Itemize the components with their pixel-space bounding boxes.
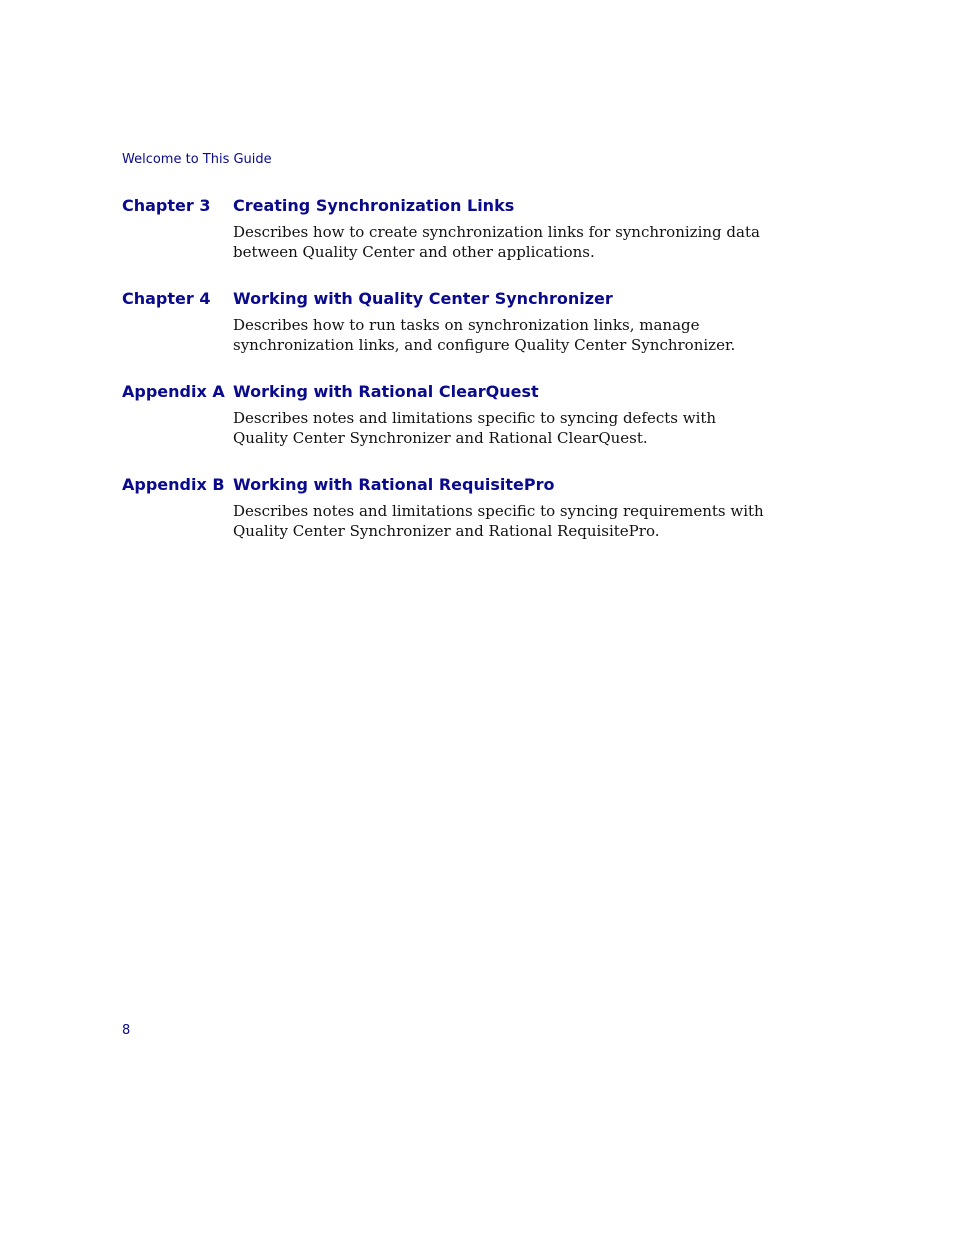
running-header: Welcome to This Guide (122, 152, 272, 167)
page-number: 8 (122, 1023, 131, 1038)
chapter-entry (122, 195, 762, 288)
chapter-entry (122, 474, 762, 567)
appendix-title-link[interactable]: Working with Rational ClearQuest (233, 382, 539, 401)
appendix-description (233, 408, 753, 448)
chapter-description (233, 315, 753, 355)
chapter-title-link[interactable]: Creating Synchronization Links (233, 196, 515, 215)
description-line: Describes how to run tasks on synchronization links, manage (233, 316, 700, 334)
chapter-title-link[interactable]: Working with Quality Center Synchronizer (233, 289, 613, 308)
chapter-label: Chapter 4 (122, 289, 211, 308)
chapter-description (233, 222, 760, 262)
chapter-label: Chapter 3 (122, 196, 211, 215)
chapter-list (122, 195, 762, 567)
description-line: Describes notes and limitations specific to syncing defects with (233, 409, 717, 427)
chapter-entry (122, 288, 762, 381)
appendix-label: Appendix A (122, 382, 225, 401)
description-line: Quality Center Synchronizer and Rational ClearQuest. (233, 429, 648, 447)
description-line: synchronization links, and configure Quality Center Synchronizer. (233, 336, 736, 354)
chapter-entry (122, 381, 762, 474)
description-line: between Quality Center and other applications. (233, 243, 595, 261)
appendix-label: Appendix B (122, 475, 225, 494)
description-line: Describes how to create synchronization links for synchronizing data (233, 223, 760, 241)
description-line: Describes notes and limitations specific to syncing requirements with (233, 502, 764, 520)
description-line: Quality Center Synchronizer and Rational RequisitePro. (233, 522, 660, 540)
appendix-title-link[interactable]: Working with Rational RequisitePro (233, 475, 555, 494)
appendix-description (233, 501, 764, 541)
